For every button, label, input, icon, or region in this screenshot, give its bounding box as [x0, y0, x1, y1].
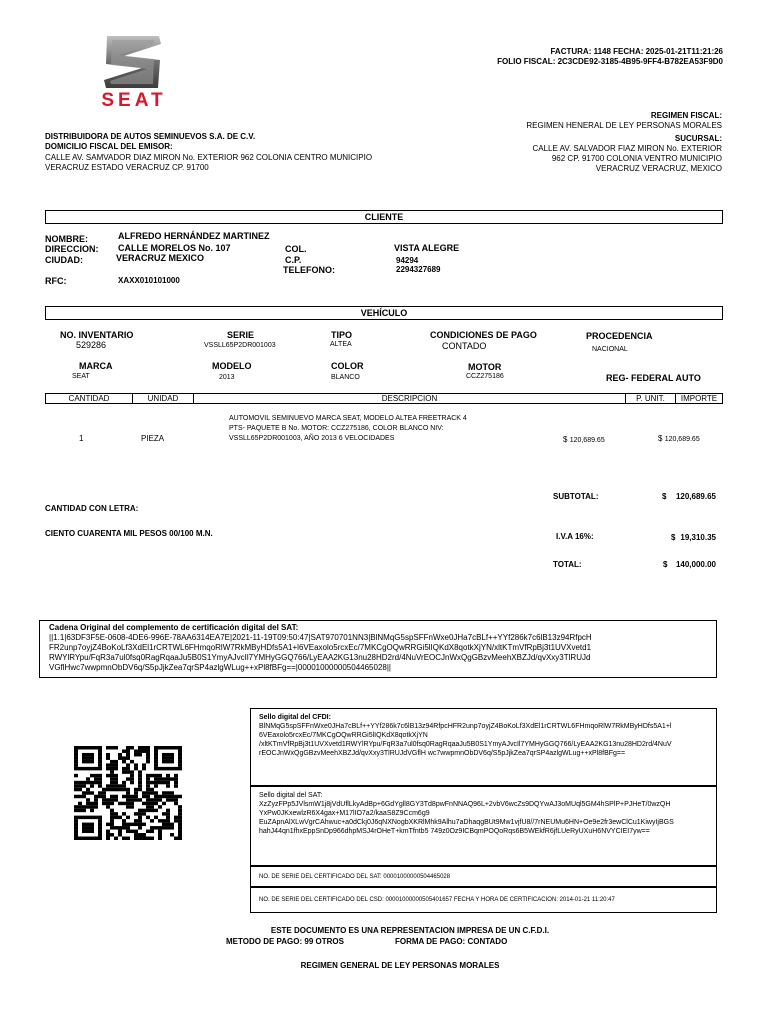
emisor	[45, 132, 385, 173]
qr-code	[74, 746, 182, 840]
serie-sat-box	[250, 866, 717, 887]
label-cp: C.P.	[285, 255, 302, 265]
seat-emblem-icon	[84, 34, 184, 90]
row-importe	[658, 434, 700, 445]
row-punit-currency: $	[563, 435, 568, 444]
row-unidad: PIEZA	[141, 434, 165, 443]
table-row	[45, 412, 723, 452]
cadena-original-label: Cadena Original del complemento de certificación digital del SAT:	[49, 623, 299, 632]
sucursal-label: SUCURSAL:	[674, 134, 722, 143]
emisor-domicilio-label: DOMICILIO FISCAL DEL EMISOR:	[45, 142, 173, 151]
sello-cfdi-box	[250, 708, 717, 786]
subtotal-label: SUBTOTAL:	[553, 492, 599, 501]
sucursal-line: CALLE AV. SALVADOR FIAZ MIRON No. EXTERIOR	[532, 144, 722, 153]
iva-currency: $	[671, 533, 676, 542]
label-ciudad: CIUDAD:	[45, 255, 83, 265]
cantidad-letra-value: CIENTO CUARENTA MIL PESOS 00/100 M.N.	[45, 529, 213, 538]
label-nombre: NOMBRE:	[45, 234, 88, 244]
vehiculo-header: VEHÍCULO	[45, 306, 723, 320]
sello-cfdi-line: rEOCJnWxQgGBzvMeehXBZJd/qvXxy3TlRUJdVGflH wc7wwpmnObDV6q/S5pJjkZea7qrSP4azlgWLug++xPl8fBFg==	[259, 750, 626, 757]
total-label: TOTAL:	[553, 560, 582, 569]
row-descripcion	[229, 414, 569, 444]
vehiculo-condiciones: CONTADO	[442, 341, 487, 351]
cliente-nombre: ALFREDO HERNÁNDEZ MARTINEZ	[118, 231, 270, 241]
reg-federal-auto: REG- FEDERAL AUTO	[606, 373, 701, 383]
sello-cfdi-line: BlNMqG5spSFFnWxe0JHa7cBLf++YYf286k7c6lB13z94RfpcHFR2unp7oyjZ4BoKoLf3XdEl1rCRTWL6FHmqoRlW7RkMByHDfs5A1+l	[259, 723, 672, 730]
factura-info	[363, 47, 723, 67]
footer-forma-pago: FORMA DE PAGO: CONTADO	[395, 937, 508, 946]
sello-sat-line: hahJ44qn1fhxEppSnDp966dhpMSJ4rOHeT+kmTfntb5 749z0Oz9ICBqmPOQoRqs6B5WEkfR6jfLUeRyUXuH6NVYCIEI7yw==	[259, 828, 650, 835]
cliente-cp: 94294	[396, 256, 419, 265]
vehiculo-serie: VSSLL65P2DR001003	[204, 342, 276, 349]
label-telefono: TELEFONO:	[283, 265, 335, 275]
sello-sat-line: EuZApnAlXLwVgrCAhwuc+a0dCkj0J6qNXNogbXKRlMhk9Alhu7aDhaqgBUt9Mw1vjfU8//7rNEUMu6HN+Oe9e2fr3ewClCu1KiwyIjBGS	[259, 819, 674, 826]
emisor-name: DISTRIBUIDORA DE AUTOS SEMINUEVOS S.A. DE C.V.	[45, 132, 256, 141]
th-descripcion: DESCRIPCION	[194, 394, 626, 403]
label-modelo: MODELO	[212, 361, 252, 371]
cliente-col: VISTA ALEGRE	[394, 243, 460, 253]
sello-cfdi-line: /xltKTmVfRpBj3t1UVXvetd1RWYlRYpu/FqR3a7ul0fsq0RagRqaaJu5B0S1YmyAJvcIl7YMHyGGQ766/LyEAA2KG13nu28HD2rd/4NuV	[259, 741, 672, 748]
label-tipo: TIPO	[331, 330, 353, 340]
seat-logo	[84, 34, 184, 110]
vehiculo-tipo: ALTEA	[330, 341, 352, 348]
row-punit	[563, 435, 605, 446]
row-punit-value: 120,689.65	[569, 437, 605, 444]
serie-sat-text: NO. DE SERIE DEL CERTIFICADO DEL SAT: 00001000000504465028	[259, 874, 451, 880]
row-desc-line: AUTOMOVIL SEMINUEVO MARCA SEAT, MODELO ALTEA FREETRACK 4	[229, 415, 467, 422]
th-punit: P. UNIT.	[626, 394, 676, 403]
label-motor: MOTOR	[468, 362, 502, 372]
footer-metodo-pago: METODO DE PAGO: 99 OTROS	[226, 937, 344, 946]
label-inventario: NO. INVENTARIO	[60, 330, 134, 340]
subtotal-currency: $	[662, 492, 667, 501]
row-desc-line: VSSLL65P2DR001003, AÑO 2013 6 VELOCIDADES	[229, 435, 395, 442]
row-importe-currency: $	[658, 434, 663, 443]
label-procedencia: PROCEDENCIA	[586, 331, 653, 341]
cadena-original-line: VGflHwc7wwpmnObDV6q/S5pJjkZea7qrSP4azlgWLug++xPl8fBFg==|00001000000504465028||	[49, 663, 392, 672]
vehiculo-modelo: 2013	[219, 374, 235, 381]
cadena-original-line: ||1.1|63DF3F5E-0608-4DE6-996E-78AA6314EA7E|2021-11-19T09:50:47|SAT970701NN3|BlNMqG5spSFFnWxe0JHa7cBLf++YYf286k7c6lB13z94RfpcH	[49, 633, 592, 642]
vehiculo-color: BLANCO	[331, 374, 360, 381]
sello-sat-box	[250, 786, 717, 866]
factura-number-date: FACTURA: 1148 FECHA: 2025-01-21T11:21:26	[550, 47, 723, 56]
th-cantidad: CANTIDAD	[46, 394, 133, 403]
th-importe: IMPORTE	[680, 394, 718, 403]
sello-cfdi-line: 6VEaxolo5rcxEc/7MKCgOQwRRGi5lIQKdX8qotkXjYN	[259, 732, 428, 739]
cadena-original-line: RWYlRYpu/FqR3a7ul0fsq0RagRqaaJu5B0S1YmyAJvcIl7YMHyGGQ766/LyEAA2KG13nu28HD2rd/4NuVrEOCJnWxQgGBzvMeehXBZJd/qvXxy3TlRUJd	[49, 653, 591, 662]
sucursal	[422, 134, 722, 174]
iva-value: 19,310.35	[680, 533, 716, 542]
vehiculo-motor: CCZ275186	[466, 373, 504, 380]
vehiculo-procedencia: NACIONAL	[592, 346, 628, 353]
serie-csd-box	[250, 887, 717, 913]
qr-code-icon	[74, 746, 182, 840]
total-value: 140,000.00	[675, 560, 716, 569]
row-cantidad: 1	[79, 434, 84, 443]
cliente-rfc: XAXX010101000	[118, 276, 180, 285]
vehiculo-inventario: 529286	[76, 340, 107, 350]
regimen-fiscal-value: REGIMEN HENERAL DE LEY PERSONAS MORALES	[526, 121, 722, 130]
row-importe-value: 120,689.65	[664, 436, 700, 443]
sucursal-line: VERACRUZ VERACRUZ, MEXICO	[595, 164, 722, 173]
footer-representacion: ESTE DOCUMENTO ES UNA REPRESENTACION IMPRESA DE UN C.F.D.I.	[270, 926, 550, 935]
label-col: COL.	[285, 244, 307, 254]
iva-label: I.V.A 16%:	[556, 532, 594, 541]
emisor-address-line: CALLE AV. SAMVADOR DIAZ MIRON No. EXTERIOR 962 COLONIA CENTRO MUNICIPIO	[45, 153, 373, 162]
label-serie: SERIE	[227, 330, 255, 340]
brand-wordmark: SEAT	[101, 90, 167, 111]
sello-cfdi-label: Sello digital del CFDI:	[259, 714, 331, 721]
items-table-header	[45, 393, 723, 404]
label-condiciones: CONDICIONES DE PAGO	[430, 330, 537, 340]
subtotal-value: 120,689.65	[675, 492, 716, 501]
regimen-fiscal-label: REGIMEN FISCAL:	[650, 111, 722, 120]
row-desc-line: PTS- PAQUETE B No. MOTOR: CCZ275186, COLOR BLANCO NIV:	[229, 425, 444, 432]
cantidad-letra-label: CANTIDAD CON LETRA:	[45, 504, 139, 513]
cliente-ciudad: VERACRUZ MEXICO	[116, 253, 205, 263]
cliente-direccion: CALLE MORELOS No. 107	[118, 243, 231, 253]
serie-csd-text: NO. DE SERIE DEL CERTIFICADO DEL CSD: 00001000000505401657 FECHA Y HORA DE CERTIFICACION: 2014-01-21 11:20:47	[259, 897, 615, 903]
label-color: COLOR	[331, 361, 364, 371]
th-unidad: UNIDAD	[133, 394, 194, 403]
cliente-telefono: 2294327689	[396, 265, 441, 274]
footer-regimen: REGIMEN GENERAL DE LEY PERSONAS MORALES	[300, 961, 500, 970]
cadena-original-box	[39, 620, 717, 678]
total-currency: $	[663, 560, 668, 569]
label-direccion: DIRECCION:	[45, 244, 99, 254]
sello-sat-line: XzZyzFPp5JVlsmW1j8jVdUflLkyAdBp+6GdYgll8GY3Td8pwFnNNAQ96L+2vbV6wcZs9DQYwAJ3oMUql5GM4hSPlP+PJHeT/0wzQH	[259, 801, 671, 808]
label-marca: MARCA	[79, 361, 113, 371]
sello-sat-line: YxPw0JKxewlzR6X4gax+M17lIO7a2/kaaS8Z9Ccm6g9	[259, 810, 430, 817]
label-rfc: RFC:	[45, 276, 67, 286]
cliente-header: CLIENTE	[45, 210, 723, 224]
vehiculo-marca: SEAT	[72, 373, 90, 380]
sucursal-line: 962 CP. 91700 COLONIA VENTRO MUNICIPIO	[551, 154, 722, 163]
regimen-fiscal	[422, 111, 722, 131]
sello-sat-label: Sello digital del SAT:	[259, 792, 323, 799]
emisor-address-line: VERACRUZ ESTADO VERACRUZ CP. 91700	[45, 163, 209, 172]
folio-fiscal: FOLIO FISCAL: 2C3CDE92-3185-4B95-9FF4-B782EA53F9D0	[497, 57, 723, 66]
cadena-original-line: FR2unp7oyjZ4BoKoLf3XdEl1rCRTWL6FHmqoRlW7RkMByHDfs5A1+l6VEaxolo5rcxEc/7MKCgOQwRRGi5lIQKdX8qotkXjYN/xltKTmVfRpBj3t1UVXvetd1	[49, 643, 592, 652]
